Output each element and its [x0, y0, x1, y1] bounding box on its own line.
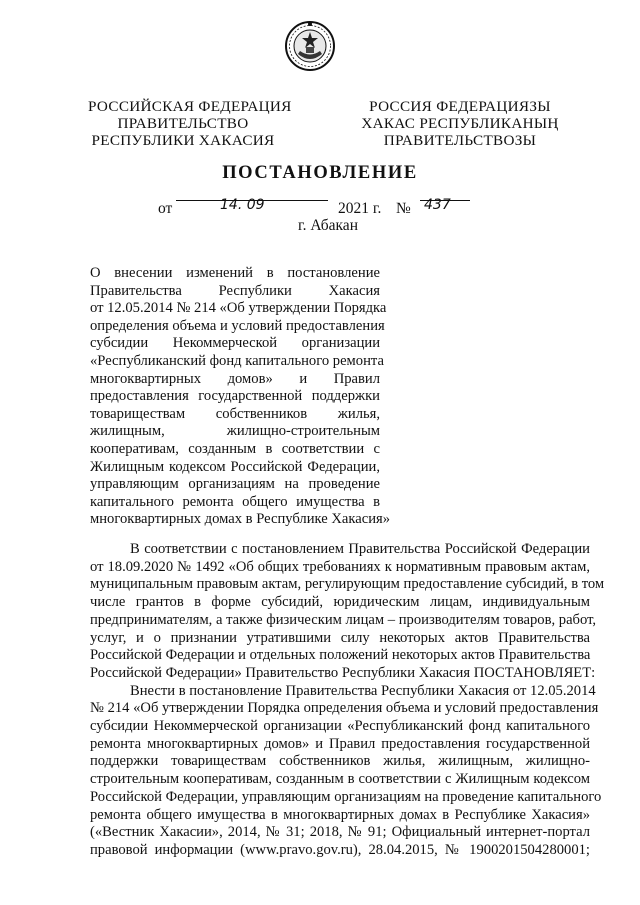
issuer-line: ПРАВИТЕЛЬСТВО: [117, 115, 249, 132]
body-line: ремонта общего имущества в многоквартирных домах в Республике Хакасия»: [90, 806, 590, 823]
body-line: Российской Федерации и отдельных положений некоторых актов Правительства: [90, 647, 591, 664]
issuer-name-khakas: [360, 98, 560, 149]
body-line: В соответствии с постановлением Правительства Российской Федерации: [130, 541, 590, 557]
body-line: поддержки товариществам собственников жилья, жилищным, жилищно-: [90, 753, 590, 770]
date-from-label: от: [158, 200, 173, 217]
subject-line: Жилищным кодексом Российской Федерации,: [90, 458, 380, 475]
subject-line: предоставления государственной поддержки: [90, 388, 380, 405]
subject-line: товариществам собственников жилья,: [90, 405, 380, 422]
subject-line: от 12.05.2014 № 214 «Об утверждении Порядка: [90, 300, 387, 317]
body-line: от 18.09.2020 № 1492 «Об общих требованиях к нормативным правовым актам,: [90, 558, 590, 575]
body-line: субсидии Некоммерческой организации «Республиканский фонд капитального: [90, 718, 590, 735]
issuer-line: РОССИЯ ФЕДЕРАЦИЯЗЫ: [369, 98, 551, 115]
subject-line: жилищным, жилищно-строительным: [90, 423, 380, 440]
body-line: услуг, и о признании утратившими силу некоторых актов Правительства: [90, 629, 590, 646]
subject-line: управляющим организациям на проведение: [90, 476, 380, 493]
body-line: Внести в постановление Правительства Республики Хакасия от 12.05.2014: [130, 682, 596, 699]
document-title: ПОСТАНОВЛЕНИЕ: [222, 163, 418, 183]
number-sign: №: [396, 200, 411, 217]
body-line: муниципальным правовым актам, регулирующим предоставление субсидий, в том: [90, 576, 605, 593]
issuer-name-russian: [88, 98, 292, 149]
subject-line: определения объема и условий предоставления: [90, 317, 385, 334]
body-line: правовой информации (www.pravo.gov.ru), 28.04.2015, № 1900201504280001;: [90, 841, 590, 858]
year-label: 2021 г.: [338, 200, 382, 217]
subject-line: капитального ремонта общего имущества в: [90, 493, 380, 510]
city-label: г. Абакан: [297, 217, 358, 234]
issuer-line: ХАКАС РЕСПУБЛИКАНЫҢ: [361, 115, 559, 132]
handwritten-date: 14. 09: [220, 197, 265, 213]
body-line: числе грантов в форме субсидий, юридическим лицам, индивидуальным: [90, 594, 590, 611]
subject-line: кооперативам, созданным в соответствии с: [90, 440, 380, 457]
body-line: строительным кооперативам, созданным в соответствии с Жилищным кодексом: [90, 771, 590, 788]
body-line: ремонта многоквартирных домов» и Правил предоставления государственной: [90, 735, 590, 752]
subject-line: многоквартирных домах в Республике Хакасия»: [90, 511, 391, 528]
body-line: № 214 «Об утверждении Порядка определения объема и условий предоставления: [90, 700, 599, 717]
issuer-line: ПРАВИТЕЛЬСТВОЗЫ: [383, 132, 537, 149]
coat-of-arms-icon: [284, 20, 336, 72]
body-line: Российской Федерации, управляющим организациям на проведение капитального: [90, 788, 602, 805]
subject-line: многоквартирных домов» и Правил: [90, 370, 380, 387]
subject-line: Правительства Республики Хакасия: [90, 282, 380, 299]
body-text: [90, 541, 605, 860]
subject-line: О внесении изменений в постановление: [90, 265, 380, 281]
issuer-line: РЕСПУБЛИКИ ХАКАСИЯ: [91, 132, 275, 149]
issuer-line: РОССИЙСКАЯ ФЕДЕРАЦИЯ: [88, 98, 292, 115]
subject-line: субсидии Некоммерческой организации: [90, 335, 380, 352]
body-line: («Вестник Хакасии», 2014, № 31; 2018, № 91; Официальный интернет-портал: [90, 824, 590, 841]
handwritten-number: 437: [424, 197, 451, 213]
body-line: Российской Федерации» Правительство Республики Хакасия ПОСТАНОВЛЯЕТ:: [90, 664, 596, 681]
subject-line: «Республиканский фонд капитального ремонта: [90, 352, 384, 369]
body-line: предпринимателям, а также физическим лицам – производителям товаров, работ,: [90, 611, 597, 628]
subject-block: [90, 265, 391, 529]
